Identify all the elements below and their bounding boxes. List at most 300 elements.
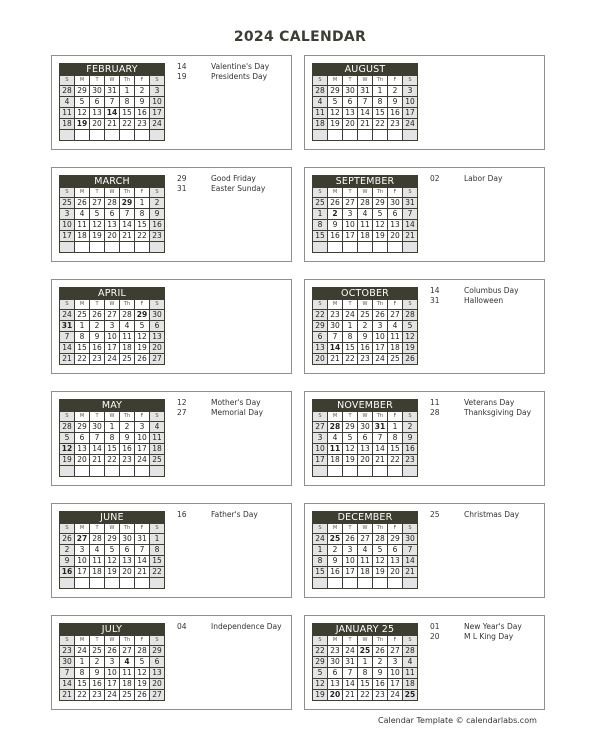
weekday-label: Th (120, 412, 134, 421)
holiday-list (430, 398, 531, 418)
day-cell: 10 (105, 332, 119, 342)
month-name: JANUARY 25 (335, 624, 395, 635)
day-grid (313, 300, 417, 364)
holiday-list (177, 62, 269, 82)
day-cell: 14 (403, 556, 417, 566)
holiday-name: Independence Day (211, 622, 282, 631)
day-cell: 22 (135, 231, 149, 241)
day-cell: 4 (358, 545, 372, 555)
day-cell: 3 (105, 321, 119, 331)
day-cell: 7 (403, 545, 417, 555)
day-cell: 11 (90, 556, 104, 566)
day-cell: 21 (60, 354, 74, 364)
day-cell: 5 (373, 209, 387, 219)
day-cell (343, 578, 357, 588)
day-cell: 28 (403, 646, 417, 656)
day-cell (313, 578, 327, 588)
day-cell: 4 (150, 422, 164, 432)
day-cell: 6 (75, 433, 89, 443)
day-cell: 30 (90, 422, 104, 432)
day-cell: 20 (150, 679, 164, 689)
day-cell: 22 (343, 354, 357, 364)
day-cell (313, 130, 327, 140)
day-cell: 25 (90, 646, 104, 656)
day-cell: 19 (90, 231, 104, 241)
day-cell: 19 (105, 567, 119, 577)
day-cell: 25 (329, 534, 341, 543)
day-cell: 29 (75, 86, 89, 96)
holiday-item (177, 622, 282, 632)
day-cell: 30 (328, 321, 342, 331)
holiday-date: 04 (177, 622, 187, 631)
day-cell: 18 (75, 231, 89, 241)
day-cell: 6 (328, 668, 342, 678)
day-cell: 10 (343, 220, 357, 230)
day-cell: 26 (373, 310, 387, 320)
weekday-label: F (388, 524, 402, 533)
day-cell: 19 (135, 343, 149, 353)
holiday-name: Good Friday (211, 174, 256, 183)
holiday-list (430, 622, 522, 642)
month-name: MAY (101, 400, 123, 411)
weekday-label: F (388, 300, 402, 309)
holiday-date: 25 (430, 510, 440, 519)
holiday-date: 12 (177, 398, 187, 407)
month-name: SEPTEMBER (335, 176, 395, 187)
day-cell: 2 (373, 657, 387, 667)
day-cell: 12 (373, 556, 387, 566)
month-calendar (312, 175, 418, 253)
day-cell: 28 (60, 86, 74, 96)
weekday-label: W (105, 300, 119, 309)
day-cell: 16 (373, 679, 387, 689)
weekday-label: M (75, 412, 89, 421)
holiday-item (430, 622, 522, 632)
day-cell: 2 (90, 321, 104, 331)
day-grid (60, 300, 164, 364)
weekday-label: S (313, 524, 327, 533)
day-cell: 11 (358, 556, 372, 566)
day-cell (343, 242, 357, 252)
holiday-name: Veterans Day (464, 398, 515, 407)
weekday-label: T (90, 188, 104, 197)
weekday-label: T (90, 76, 104, 85)
weekday-label: S (313, 76, 327, 85)
day-cell: 13 (328, 679, 342, 689)
day-cell: 9 (90, 332, 104, 342)
day-cell: 30 (60, 657, 74, 667)
day-cell: 19 (328, 119, 342, 129)
day-grid (60, 412, 164, 476)
day-cell: 9 (90, 668, 104, 678)
day-cell: 31 (374, 422, 386, 431)
day-cell: 9 (373, 668, 387, 678)
weekday-label: S (150, 76, 164, 85)
month-panel (51, 55, 292, 150)
day-cell: 16 (90, 679, 104, 689)
day-cell: 15 (373, 108, 387, 118)
holiday-item (430, 408, 531, 418)
day-cell: 20 (150, 343, 164, 353)
day-cell: 10 (343, 556, 357, 566)
day-cell: 2 (328, 545, 342, 555)
day-cell: 22 (75, 354, 89, 364)
day-cell: 15 (150, 556, 164, 566)
weekday-label: S (313, 188, 327, 197)
day-cell: 15 (313, 567, 327, 577)
day-cell: 13 (313, 343, 327, 353)
day-cell: 8 (313, 220, 327, 230)
day-cell: 9 (358, 332, 372, 342)
day-cell (90, 130, 104, 140)
weekday-label: S (313, 636, 327, 645)
day-cell: 29 (373, 198, 387, 208)
weekday-label: W (358, 412, 372, 421)
day-cell: 18 (120, 343, 134, 353)
day-cell: 8 (150, 545, 164, 555)
day-cell: 5 (105, 545, 119, 555)
footer-credit: Calendar Template © calendarlabs.com (378, 716, 537, 725)
day-cell: 1 (120, 86, 134, 96)
day-cell (358, 130, 372, 140)
day-cell: 12 (328, 108, 342, 118)
day-cell: 22 (373, 119, 387, 129)
day-cell: 17 (313, 455, 327, 465)
day-cell: 13 (150, 668, 164, 678)
day-cell: 17 (60, 231, 74, 241)
month-name: AUGUST (344, 64, 386, 75)
weekday-label: F (388, 636, 402, 645)
day-cell: 10 (60, 220, 74, 230)
day-cell: 25 (313, 198, 327, 208)
day-cell: 15 (105, 444, 119, 454)
weekday-label: F (135, 300, 149, 309)
day-cell: 26 (60, 534, 74, 544)
day-cell: 4 (90, 545, 104, 555)
day-cell (105, 242, 119, 252)
day-cell: 23 (60, 646, 74, 656)
day-cell: 23 (328, 310, 342, 320)
day-cell: 14 (343, 679, 357, 689)
weekday-label: Th (120, 76, 134, 85)
day-cell: 25 (388, 354, 402, 364)
holiday-date: 29 (177, 174, 187, 183)
day-cell: 30 (120, 534, 134, 544)
day-cell: 13 (105, 220, 119, 230)
day-cell: 8 (343, 332, 357, 342)
day-cell: 12 (75, 108, 89, 118)
day-cell: 28 (403, 310, 417, 320)
month-name: JULY (101, 624, 123, 635)
day-cell: 7 (120, 209, 134, 219)
day-cell: 20 (343, 119, 357, 129)
day-cell: 21 (403, 567, 417, 577)
weekday-label: W (358, 76, 372, 85)
day-cell: 19 (343, 455, 357, 465)
day-cell: 13 (75, 444, 89, 454)
day-cell: 19 (76, 119, 88, 128)
day-cell: 14 (90, 444, 104, 454)
day-cell: 19 (313, 690, 327, 700)
weekday-label: S (150, 412, 164, 421)
day-cell: 20 (75, 455, 89, 465)
day-grid (60, 636, 164, 700)
day-cell: 2 (150, 198, 164, 208)
day-cell: 4 (403, 657, 417, 667)
day-cell (150, 130, 164, 140)
day-cell: 29 (328, 86, 342, 96)
day-cell: 10 (135, 433, 149, 443)
day-grid (313, 524, 417, 588)
day-cell: 24 (150, 119, 164, 129)
day-cell: 23 (135, 119, 149, 129)
day-cell: 7 (105, 97, 119, 107)
day-cell: 4 (120, 321, 134, 331)
holiday-item (430, 296, 519, 306)
day-cell: 13 (358, 444, 372, 454)
day-cell (328, 130, 342, 140)
day-cell: 5 (328, 97, 342, 107)
day-cell: 16 (135, 108, 149, 118)
day-cell: 25 (120, 690, 134, 700)
day-cell: 27 (343, 198, 357, 208)
day-cell: 28 (60, 422, 74, 432)
holiday-name: Easter Sunday (211, 184, 266, 193)
day-cell: 13 (120, 556, 134, 566)
day-cell (313, 242, 327, 252)
day-cell (388, 578, 402, 588)
day-cell: 30 (403, 534, 417, 544)
day-cell (75, 578, 89, 588)
day-cell (120, 242, 134, 252)
day-cell: 21 (373, 455, 387, 465)
day-cell: 26 (403, 354, 417, 364)
holiday-name: Memorial Day (211, 408, 264, 417)
weekday-label: M (75, 636, 89, 645)
month-name: FEBRUARY (86, 64, 138, 75)
weekday-label: S (60, 300, 74, 309)
day-cell: 23 (150, 231, 164, 241)
day-cell: 5 (60, 433, 74, 443)
day-cell: 3 (343, 545, 357, 555)
holiday-name: Father's Day (211, 510, 258, 519)
day-cell: 21 (90, 455, 104, 465)
day-cell: 29 (313, 321, 327, 331)
day-cell: 17 (343, 231, 357, 241)
day-cell: 4 (358, 209, 372, 219)
day-cell: 7 (135, 545, 149, 555)
day-cell: 8 (358, 668, 372, 678)
weekday-label: M (328, 300, 342, 309)
day-cell (105, 466, 119, 476)
holiday-list (177, 174, 265, 194)
day-cell (388, 466, 402, 476)
day-cell: 13 (90, 108, 104, 118)
day-cell: 22 (150, 567, 164, 577)
day-cell: 20 (388, 231, 402, 241)
day-cell: 20 (388, 567, 402, 577)
day-cell: 23 (388, 119, 402, 129)
day-cell: 17 (105, 679, 119, 689)
weekday-label: T (90, 524, 104, 533)
day-cell: 2 (328, 209, 342, 219)
day-cell (75, 242, 89, 252)
weekday-label: W (105, 188, 119, 197)
holiday-date: 28 (430, 408, 440, 417)
weekday-label: Th (120, 300, 134, 309)
day-cell: 30 (358, 422, 372, 432)
weekday-label: W (105, 412, 119, 421)
day-cell: 17 (135, 444, 149, 454)
month-panel (51, 615, 292, 710)
month-calendar (59, 287, 165, 365)
month-name: JUNE (100, 512, 124, 523)
day-cell: 27 (388, 646, 402, 656)
day-cell: 16 (388, 108, 402, 118)
day-cell: 16 (120, 444, 134, 454)
weekday-label: Th (373, 188, 387, 197)
day-cell: 19 (373, 567, 387, 577)
day-cell: 21 (328, 354, 342, 364)
day-cell (403, 578, 417, 588)
day-cell: 14 (373, 444, 387, 454)
day-cell: 15 (358, 679, 372, 689)
day-cell: 21 (358, 119, 372, 129)
month-panel (304, 615, 545, 710)
holiday-item (430, 174, 502, 184)
day-cell: 25 (150, 455, 164, 465)
day-cell: 9 (120, 433, 134, 443)
day-cell: 29 (388, 534, 402, 544)
holiday-list (430, 286, 519, 306)
day-cell (135, 578, 149, 588)
holiday-date: 31 (177, 184, 187, 193)
day-cell: 2 (90, 657, 104, 667)
day-cell: 5 (343, 433, 357, 443)
day-cell: 18 (120, 679, 134, 689)
month-panel (304, 391, 545, 486)
day-cell: 1 (75, 657, 89, 667)
holiday-date: 16 (177, 510, 187, 519)
day-cell: 17 (388, 679, 402, 689)
day-cell: 7 (358, 97, 372, 107)
month-name: OCTOBER (341, 288, 389, 299)
day-cell: 7 (90, 433, 104, 443)
day-cell: 11 (150, 433, 164, 443)
holiday-item (430, 398, 531, 408)
day-cell: 26 (373, 646, 387, 656)
day-cell: 30 (90, 86, 104, 96)
weekday-label: S (150, 524, 164, 533)
weekday-label: Th (373, 412, 387, 421)
day-cell: 21 (120, 231, 134, 241)
day-cell: 7 (60, 332, 74, 342)
month-calendar (312, 399, 418, 477)
holiday-item (430, 632, 522, 642)
day-cell (120, 466, 134, 476)
day-cell: 13 (150, 332, 164, 342)
day-cell (75, 466, 89, 476)
holiday-date: 01 (430, 622, 440, 631)
day-cell: 27 (150, 690, 164, 700)
weekday-label: W (358, 188, 372, 197)
holiday-name: Christmas Day (464, 510, 520, 519)
weekday-label: Th (373, 76, 387, 85)
day-cell: 15 (75, 343, 89, 353)
day-cell: 23 (90, 690, 104, 700)
day-cell (90, 242, 104, 252)
day-cell: 25 (404, 690, 416, 699)
day-cell: 28 (120, 310, 134, 320)
day-cell: 22 (313, 646, 327, 656)
month-calendar (59, 399, 165, 477)
holiday-item (177, 174, 265, 184)
day-cell: 7 (343, 668, 357, 678)
day-cell: 14 (60, 343, 74, 353)
day-cell: 15 (313, 231, 327, 241)
day-cell: 1 (373, 86, 387, 96)
day-cell: 26 (135, 354, 149, 364)
day-cell (343, 466, 357, 476)
day-grid (60, 76, 164, 140)
weekday-label: M (328, 76, 342, 85)
day-cell: 5 (373, 545, 387, 555)
day-cell: 8 (75, 332, 89, 342)
holiday-item (177, 408, 263, 418)
day-cell: 23 (90, 354, 104, 364)
day-cell: 24 (343, 310, 357, 320)
day-cell: 4 (60, 97, 74, 107)
day-cell: 26 (90, 310, 104, 320)
day-cell: 3 (105, 657, 119, 667)
day-cell: 22 (358, 690, 372, 700)
day-cell: 14 (106, 108, 118, 117)
month-calendar (312, 287, 418, 365)
day-cell (150, 466, 164, 476)
month-calendar (59, 63, 165, 141)
day-cell: 6 (90, 97, 104, 107)
day-cell: 16 (358, 343, 372, 353)
day-cell (105, 130, 119, 140)
holiday-item (177, 62, 269, 72)
weekday-label: S (313, 412, 327, 421)
day-cell: 14 (60, 679, 74, 689)
holiday-name: Thanksgiving Day (464, 408, 532, 417)
day-cell (75, 130, 89, 140)
day-cell: 14 (358, 108, 372, 118)
weekday-label: S (60, 188, 74, 197)
day-cell (373, 578, 387, 588)
holiday-list (177, 510, 258, 520)
day-cell: 2 (60, 545, 74, 555)
day-cell: 11 (403, 668, 417, 678)
day-cell: 6 (120, 545, 134, 555)
day-cell: 19 (403, 343, 417, 353)
holiday-item (177, 510, 258, 520)
day-cell: 20 (329, 690, 341, 699)
day-cell: 14 (403, 220, 417, 230)
day-cell: 19 (135, 679, 149, 689)
weekday-label: S (150, 188, 164, 197)
day-cell: 24 (343, 646, 357, 656)
day-cell: 26 (105, 646, 119, 656)
day-cell: 31 (105, 86, 119, 96)
day-cell: 12 (61, 444, 73, 453)
weekday-label: T (90, 412, 104, 421)
day-cell: 10 (388, 668, 402, 678)
day-cell: 12 (135, 668, 149, 678)
month-calendar (59, 175, 165, 253)
